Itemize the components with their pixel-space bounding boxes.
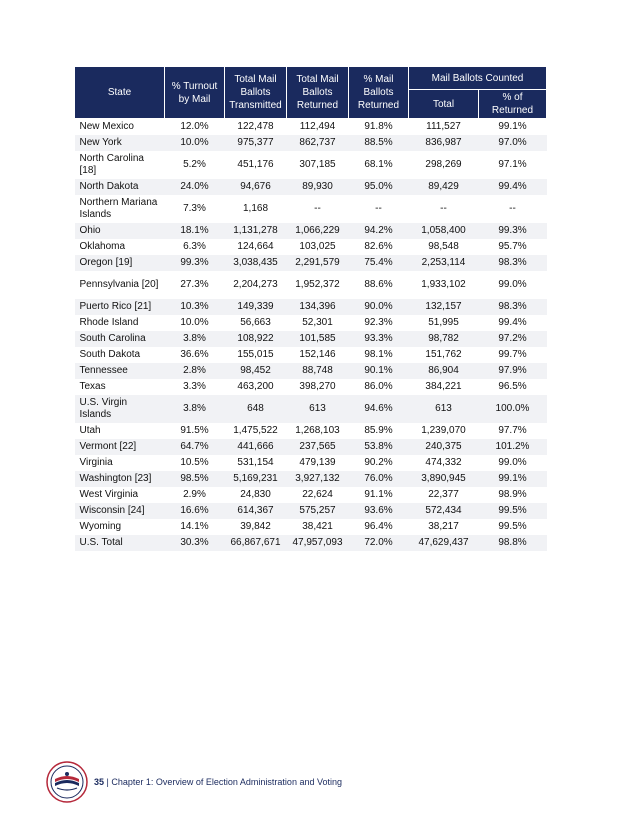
cell-returned: 89,930 — [287, 179, 349, 195]
header-counted-pct: % of Returned — [479, 90, 547, 119]
table-row — [75, 135, 547, 151]
table-row — [75, 179, 547, 195]
table-row — [75, 535, 547, 551]
cell-transmitted: 124,664 — [225, 239, 287, 255]
cell-returned: 1,066,229 — [287, 223, 349, 239]
cell-state: New Mexico — [75, 119, 165, 135]
table-row — [75, 471, 547, 487]
header-ballots-returned: Total Mail Ballots Returned — [287, 67, 349, 119]
cell-counted-total: 86,904 — [409, 363, 479, 379]
cell-state: Utah — [75, 423, 165, 439]
cell-counted-pct: 101.2% — [479, 439, 547, 455]
cell-state: Tennessee — [75, 363, 165, 379]
header-ballots-counted-group: Mail Ballots Counted — [409, 67, 547, 90]
cell-transmitted: 441,666 — [225, 439, 287, 455]
table-row — [75, 331, 547, 347]
cell-pct-returned: -- — [349, 195, 409, 223]
table-row — [75, 503, 547, 519]
cell-state: Wyoming — [75, 519, 165, 535]
cell-transmitted: 1,475,522 — [225, 423, 287, 439]
cell-turnout: 14.1% — [165, 519, 225, 535]
cell-turnout: 24.0% — [165, 179, 225, 195]
cell-counted-pct: 98.3% — [479, 299, 547, 315]
cell-state: Puerto Rico [21] — [75, 299, 165, 315]
cell-returned: 1,268,103 — [287, 423, 349, 439]
cell-counted-total: 89,429 — [409, 179, 479, 195]
cell-pct-returned: 82.6% — [349, 239, 409, 255]
cell-turnout: 2.8% — [165, 363, 225, 379]
cell-counted-pct: -- — [479, 195, 547, 223]
cell-pct-returned: 90.0% — [349, 299, 409, 315]
cell-counted-pct: 98.8% — [479, 535, 547, 551]
cell-counted-pct: 97.1% — [479, 151, 547, 179]
cell-counted-pct: 99.0% — [479, 455, 547, 471]
cell-transmitted: 531,154 — [225, 455, 287, 471]
cell-pct-returned: 90.1% — [349, 363, 409, 379]
cell-counted-total: 384,221 — [409, 379, 479, 395]
header-pct-returned: % Mail Ballots Returned — [349, 67, 409, 119]
cell-counted-total: 572,434 — [409, 503, 479, 519]
cell-returned: 3,927,132 — [287, 471, 349, 487]
cell-pct-returned: 88.5% — [349, 135, 409, 151]
cell-counted-pct: 99.4% — [479, 179, 547, 195]
cell-returned: 88,748 — [287, 363, 349, 379]
table-row — [75, 271, 547, 299]
table-row — [75, 439, 547, 455]
cell-turnout: 64.7% — [165, 439, 225, 455]
cell-transmitted: 2,204,273 — [225, 271, 287, 299]
cell-counted-total: 240,375 — [409, 439, 479, 455]
cell-returned: 152,146 — [287, 347, 349, 363]
cell-pct-returned: 93.3% — [349, 331, 409, 347]
cell-counted-total: -- — [409, 195, 479, 223]
cell-turnout: 27.3% — [165, 271, 225, 299]
cell-transmitted: 155,015 — [225, 347, 287, 363]
cell-transmitted: 648 — [225, 395, 287, 423]
cell-turnout: 16.6% — [165, 503, 225, 519]
table-row — [75, 239, 547, 255]
cell-transmitted: 5,169,231 — [225, 471, 287, 487]
cell-turnout: 2.9% — [165, 487, 225, 503]
cell-state: Wisconsin [24] — [75, 503, 165, 519]
cell-counted-pct: 99.7% — [479, 347, 547, 363]
cell-transmitted: 108,922 — [225, 331, 287, 347]
cell-pct-returned: 94.2% — [349, 223, 409, 239]
cell-counted-total: 151,762 — [409, 347, 479, 363]
cell-counted-pct: 97.7% — [479, 423, 547, 439]
cell-transmitted: 1,131,278 — [225, 223, 287, 239]
cell-returned: 47,957,093 — [287, 535, 349, 551]
cell-state: Virginia — [75, 455, 165, 471]
cell-state: Washington [23] — [75, 471, 165, 487]
cell-state: U.S. Virgin Islands — [75, 395, 165, 423]
cell-state: North Dakota — [75, 179, 165, 195]
cell-turnout: 10.5% — [165, 455, 225, 471]
cell-state: South Carolina — [75, 331, 165, 347]
cell-returned: 38,421 — [287, 519, 349, 535]
cell-state: West Virginia — [75, 487, 165, 503]
table-row — [75, 315, 547, 331]
table-row — [75, 223, 547, 239]
cell-turnout: 5.2% — [165, 151, 225, 179]
cell-counted-total: 1,058,400 — [409, 223, 479, 239]
cell-state: Vermont [22] — [75, 439, 165, 455]
mail-ballots-table-container — [74, 66, 546, 551]
header-counted-total: Total — [409, 90, 479, 119]
cell-pct-returned: 86.0% — [349, 379, 409, 395]
table-row — [75, 519, 547, 535]
cell-transmitted: 451,176 — [225, 151, 287, 179]
table-row — [75, 487, 547, 503]
cell-pct-returned: 91.8% — [349, 119, 409, 135]
cell-pct-returned: 75.4% — [349, 255, 409, 271]
cell-returned: 134,396 — [287, 299, 349, 315]
cell-turnout: 98.5% — [165, 471, 225, 487]
cell-turnout: 36.6% — [165, 347, 225, 363]
cell-turnout: 10.0% — [165, 135, 225, 151]
cell-returned: 237,565 — [287, 439, 349, 455]
cell-transmitted: 975,377 — [225, 135, 287, 151]
cell-state: New York — [75, 135, 165, 151]
cell-transmitted: 122,478 — [225, 119, 287, 135]
cell-turnout: 99.3% — [165, 255, 225, 271]
cell-returned: 613 — [287, 395, 349, 423]
cell-returned: 22,624 — [287, 487, 349, 503]
cell-transmitted: 66,867,671 — [225, 535, 287, 551]
cell-counted-total: 47,629,437 — [409, 535, 479, 551]
cell-state: Oklahoma — [75, 239, 165, 255]
table-row — [75, 299, 547, 315]
footer-caption — [94, 777, 342, 787]
cell-counted-pct: 97.2% — [479, 331, 547, 347]
cell-turnout: 10.0% — [165, 315, 225, 331]
mail-ballots-table — [74, 66, 547, 551]
cell-state: Ohio — [75, 223, 165, 239]
cell-pct-returned: 76.0% — [349, 471, 409, 487]
cell-counted-pct: 99.1% — [479, 119, 547, 135]
cell-pct-returned: 95.0% — [349, 179, 409, 195]
cell-counted-total: 298,269 — [409, 151, 479, 179]
cell-turnout: 7.3% — [165, 195, 225, 223]
cell-counted-pct: 99.5% — [479, 503, 547, 519]
eac-seal-icon — [46, 761, 88, 803]
cell-counted-total: 38,217 — [409, 519, 479, 535]
cell-pct-returned: 90.2% — [349, 455, 409, 471]
cell-pct-returned: 98.1% — [349, 347, 409, 363]
cell-pct-returned: 85.9% — [349, 423, 409, 439]
cell-pct-returned: 94.6% — [349, 395, 409, 423]
cell-counted-total: 132,157 — [409, 299, 479, 315]
cell-returned: 479,139 — [287, 455, 349, 471]
cell-pct-returned: 91.1% — [349, 487, 409, 503]
cell-transmitted: 24,830 — [225, 487, 287, 503]
cell-state: South Dakota — [75, 347, 165, 363]
cell-counted-total: 1,239,070 — [409, 423, 479, 439]
cell-transmitted: 614,367 — [225, 503, 287, 519]
table-row — [75, 119, 547, 135]
cell-returned: 103,025 — [287, 239, 349, 255]
cell-state: Rhode Island — [75, 315, 165, 331]
table-row — [75, 423, 547, 439]
cell-state: Oregon [19] — [75, 255, 165, 271]
cell-returned: -- — [287, 195, 349, 223]
table-row — [75, 347, 547, 363]
cell-pct-returned: 88.6% — [349, 271, 409, 299]
cell-transmitted: 3,038,435 — [225, 255, 287, 271]
cell-turnout: 91.5% — [165, 423, 225, 439]
cell-state: Pennsylvania [20] — [75, 271, 165, 299]
cell-counted-pct: 99.5% — [479, 519, 547, 535]
cell-counted-total: 613 — [409, 395, 479, 423]
cell-returned: 398,270 — [287, 379, 349, 395]
cell-turnout: 3.8% — [165, 331, 225, 347]
cell-transmitted: 149,339 — [225, 299, 287, 315]
cell-counted-total: 1,933,102 — [409, 271, 479, 299]
cell-transmitted: 56,663 — [225, 315, 287, 331]
cell-turnout: 10.3% — [165, 299, 225, 315]
cell-returned: 1,952,372 — [287, 271, 349, 299]
cell-transmitted: 94,676 — [225, 179, 287, 195]
cell-counted-total: 22,377 — [409, 487, 479, 503]
cell-turnout: 30.3% — [165, 535, 225, 551]
cell-turnout: 12.0% — [165, 119, 225, 135]
header-ballots-transmitted: Total Mail Ballots Transmitted — [225, 67, 287, 119]
header-state: State — [75, 67, 165, 119]
cell-turnout: 3.3% — [165, 379, 225, 395]
cell-turnout: 6.3% — [165, 239, 225, 255]
table-row — [75, 195, 547, 223]
cell-state: North Carolina [18] — [75, 151, 165, 179]
cell-counted-pct: 99.3% — [479, 223, 547, 239]
cell-counted-pct: 95.7% — [479, 239, 547, 255]
cell-counted-pct: 98.3% — [479, 255, 547, 271]
cell-counted-pct: 98.9% — [479, 487, 547, 503]
chapter-title: Chapter 1: Overview of Election Administration and Voting — [111, 777, 342, 787]
cell-state: Northern Mariana Islands — [75, 195, 165, 223]
cell-pct-returned: 96.4% — [349, 519, 409, 535]
table-row — [75, 151, 547, 179]
footer-separator: | — [104, 777, 112, 787]
cell-transmitted: 39,842 — [225, 519, 287, 535]
cell-counted-total: 51,995 — [409, 315, 479, 331]
cell-pct-returned: 93.6% — [349, 503, 409, 519]
cell-counted-pct: 99.4% — [479, 315, 547, 331]
header-turnout-by-mail: % Turnout by Mail — [165, 67, 225, 119]
cell-counted-total: 836,987 — [409, 135, 479, 151]
cell-returned: 307,185 — [287, 151, 349, 179]
cell-returned: 2,291,579 — [287, 255, 349, 271]
cell-counted-total: 3,890,945 — [409, 471, 479, 487]
page-number: 35 — [94, 777, 105, 787]
table-row — [75, 455, 547, 471]
table-row — [75, 379, 547, 395]
table-row — [75, 255, 547, 271]
table-row — [75, 363, 547, 379]
cell-counted-total: 474,332 — [409, 455, 479, 471]
cell-state: U.S. Total — [75, 535, 165, 551]
table-body — [75, 119, 547, 551]
cell-returned: 575,257 — [287, 503, 349, 519]
cell-counted-total: 98,548 — [409, 239, 479, 255]
cell-counted-total: 111,527 — [409, 119, 479, 135]
cell-counted-pct: 99.0% — [479, 271, 547, 299]
cell-counted-pct: 97.0% — [479, 135, 547, 151]
cell-returned: 862,737 — [287, 135, 349, 151]
cell-pct-returned: 92.3% — [349, 315, 409, 331]
cell-counted-pct: 99.1% — [479, 471, 547, 487]
cell-counted-pct: 97.9% — [479, 363, 547, 379]
cell-transmitted: 463,200 — [225, 379, 287, 395]
cell-pct-returned: 68.1% — [349, 151, 409, 179]
cell-turnout: 3.8% — [165, 395, 225, 423]
cell-state: Texas — [75, 379, 165, 395]
cell-counted-total: 2,253,114 — [409, 255, 479, 271]
cell-pct-returned: 72.0% — [349, 535, 409, 551]
cell-pct-returned: 53.8% — [349, 439, 409, 455]
cell-counted-pct: 96.5% — [479, 379, 547, 395]
page-footer — [46, 760, 342, 804]
cell-returned: 101,585 — [287, 331, 349, 347]
cell-returned: 52,301 — [287, 315, 349, 331]
cell-counted-total: 98,782 — [409, 331, 479, 347]
cell-transmitted: 1,168 — [225, 195, 287, 223]
cell-transmitted: 98,452 — [225, 363, 287, 379]
table-row — [75, 395, 547, 423]
cell-turnout: 18.1% — [165, 223, 225, 239]
cell-counted-pct: 100.0% — [479, 395, 547, 423]
cell-returned: 112,494 — [287, 119, 349, 135]
